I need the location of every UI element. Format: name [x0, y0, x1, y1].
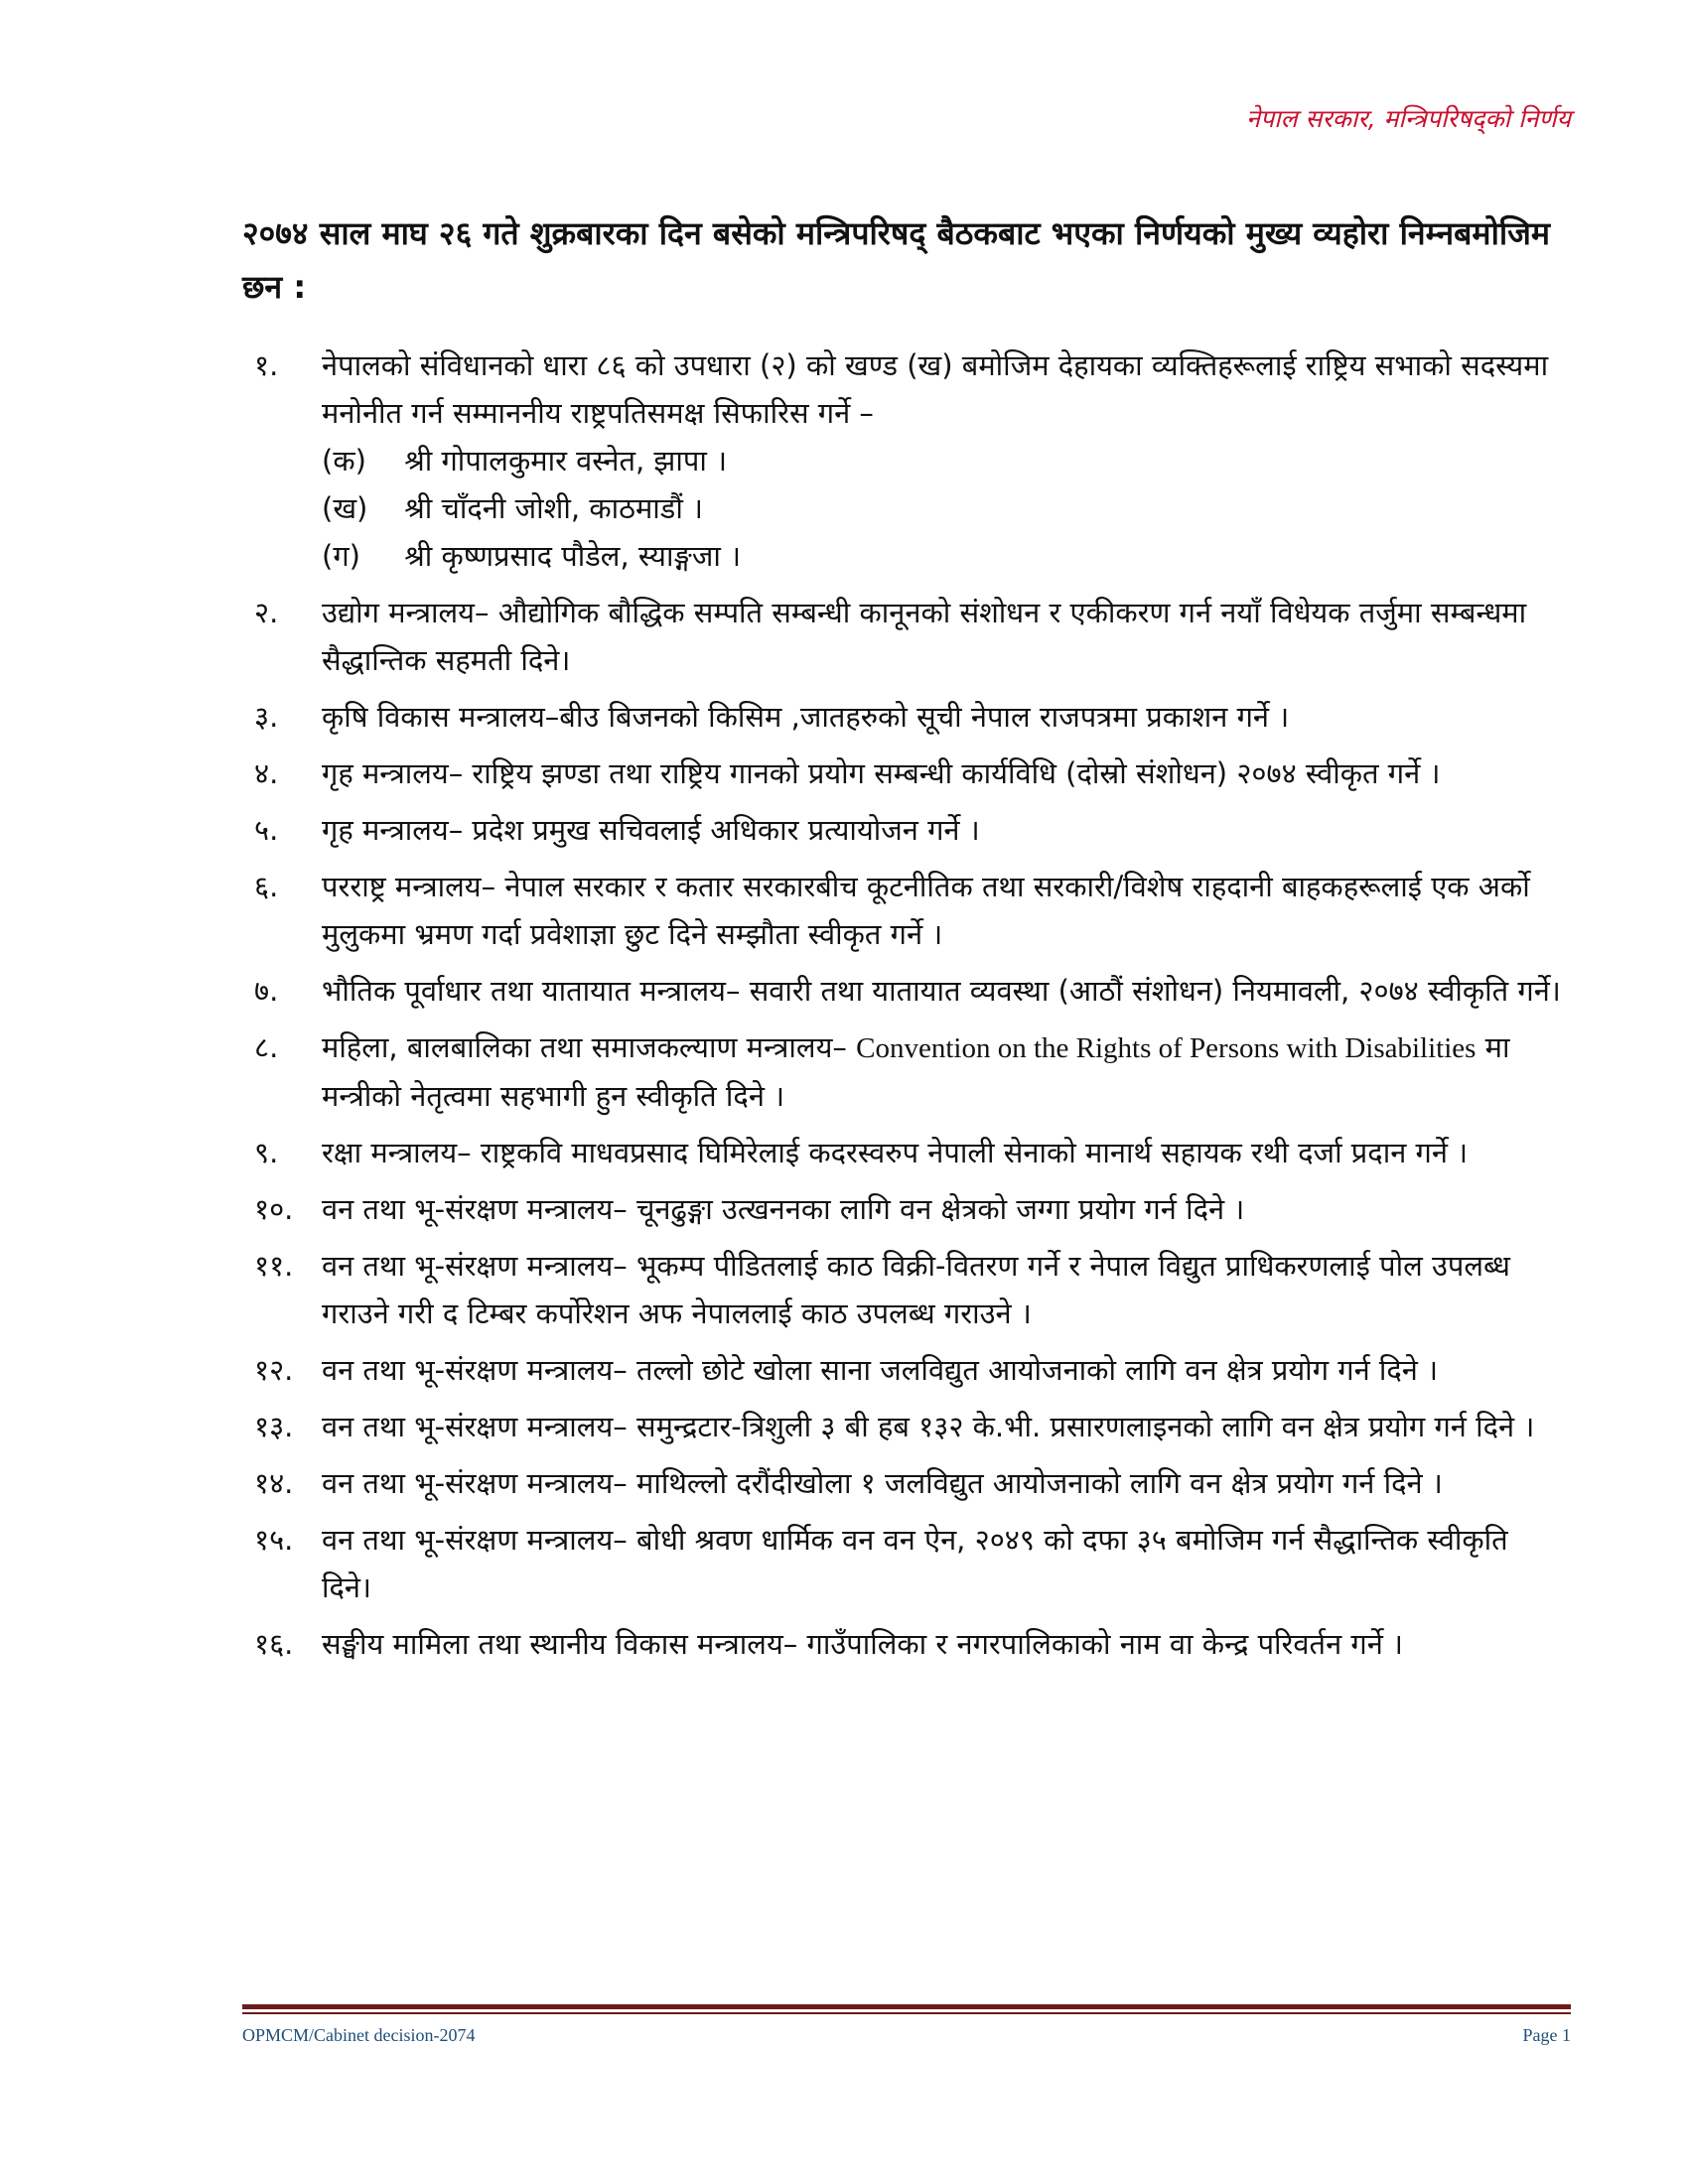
item-number: ९. [254, 1136, 279, 1169]
item-text: सङ्घीय मामिला तथा स्थानीय विकास मन्त्रालय– गाउँपालिका र नगरपालिकाको नाम वा केन्द्र परिवर्तन गर्ने । [322, 1627, 1404, 1661]
header-title: नेपाल सरकार, मन्त्रिपरिषद्को निर्णय [1246, 104, 1571, 133]
decision-item-12 [254, 1346, 1565, 1394]
item-number: १०. [254, 1192, 294, 1226]
decision-item-9 [254, 1129, 1565, 1176]
item-text: भौतिक पूर्वाधार तथा यातायात मन्त्रालय– सवारी तथा यातायात व्यवस्था (आठौं संशोधन) नियमावली, २०७४ स्वीकृति गर्ने। [322, 974, 1561, 1008]
item-number: ५. [254, 813, 279, 847]
decision-item-11 [254, 1242, 1565, 1337]
item-number: १३. [254, 1410, 294, 1443]
item-text: परराष्ट्र मन्त्रालय– नेपाल सरकार र कतार सरकारबीच कूटनीतिक तथा सरकारी/विशेष राहदानी बाहकहरूलाई एक अर्को मुलुकमा भ्रमण गर्दा प्रवेशाज्ञा छुट दिने सम्झौता स्वीकृत गर्ने । [322, 870, 1530, 951]
item-text: उद्योग मन्त्रालय– औद्योगिक बौद्धिक सम्पति सम्बन्धी कानूनको संशोधन र एकीकरण गर्न नयाँ विधेयक तर्जुमा सम्बन्धमा सैद्धान्तिक सहमती दिने। [322, 596, 1527, 677]
footer-rule [242, 2004, 1571, 2009]
item-text: वन तथा भू-संरक्षण मन्त्रालय– माथिल्लो दरौंदीखोला १ जलविद्युत आयोजनाको लागि वन क्षेत्र प्रयोग गर्न दिने । [322, 1466, 1443, 1500]
decision-item-13 [254, 1403, 1565, 1450]
item-number: ४. [254, 756, 279, 790]
decision-item-5 [254, 806, 1565, 854]
item-number: १२. [254, 1353, 294, 1387]
nominee-item [322, 532, 1565, 580]
decision-item-15 [254, 1516, 1565, 1611]
decision-item-6 [254, 863, 1565, 958]
decision-item-1 [254, 341, 1565, 580]
item-number: १. [254, 348, 279, 382]
footer-rule-thin [242, 2012, 1571, 2014]
decision-item-14 [254, 1459, 1565, 1507]
nominee-text: श्री गोपालकुमार वस्नेत, झापा । [404, 444, 728, 478]
decision-list [254, 341, 1565, 1677]
item-text: वन तथा भू-संरक्षण मन्त्रालय– तल्लो छोटे खोला साना जलविद्युत आयोजनाको लागि वन क्षेत्र प्रयोग गर्न दिने । [322, 1353, 1439, 1387]
intro-heading: २०७४ साल माघ २६ गते शुक्रबारका दिन बसेको मन्त्रिपरिषद् बैठकबाट भएका निर्णयको मुख्य व्यहोरा निम्नबमोजिम छन : [242, 214, 1551, 306]
decision-item-2 [254, 589, 1565, 684]
decision-item-10 [254, 1185, 1565, 1233]
item-number: ११. [254, 1249, 294, 1283]
item-text-action: मा मन्त्रीको नेतृत्वमा सहभागी हुन स्वीकृति दिने । [322, 1030, 1510, 1113]
item-number: ७. [254, 974, 279, 1008]
item-number: १४. [254, 1466, 294, 1500]
nominee-text: श्री कृष्णप्रसाद पौडेल, स्याङ्गजा । [404, 539, 742, 573]
decision-item-7 [254, 967, 1565, 1015]
convention-name: Convention on the Rights of Persons with Disabilities [856, 1032, 1477, 1064]
item-number: ८. [254, 1030, 279, 1064]
nominee-mark: (ग) [322, 539, 360, 573]
decision-item-8 [254, 1024, 1565, 1120]
item-text: कृषि विकास मन्त्रालय–बीउ बिजनको किसिम ,जातहरुको सूची नेपाल राजपत्रमा प्रकाशन गर्ने । [322, 700, 1290, 734]
item-number: ६. [254, 870, 279, 903]
nominee-text: श्री चाँदनी जोशी, काठमाडौं । [404, 491, 704, 525]
nominee-mark: (क) [322, 444, 366, 478]
item-text: रक्षा मन्त्रालय– राष्ट्रकवि माधवप्रसाद घिमिरेलाई कदरस्वरुप नेपाली सेनाको मानार्थ सहायक रथी दर्जा प्रदान गर्ने । [322, 1136, 1469, 1169]
item-text: गृह मन्त्रालय– प्रदेश प्रमुख सचिवलाई अधिकार प्रत्यायोजन गर्ने । [322, 813, 980, 847]
item-text: वन तथा भू-संरक्षण मन्त्रालय– चूनढुङ्गा उत्खननका लागि वन क्षेत्रको जग्गा प्रयोग गर्न दिने । [322, 1192, 1245, 1226]
item-number: ३. [254, 700, 279, 734]
item-text [322, 1024, 1565, 1120]
decision-item-16 [254, 1620, 1565, 1668]
item-text: वन तथा भू-संरक्षण मन्त्रालय– बोधी श्रवण धार्मिक वन वन ऐन, २०४९ को दफा ३५ बमोजिम गर्न सैद्धान्तिक स्वीकृति दिने। [322, 1523, 1508, 1604]
footer-page-number: Page 1 [1522, 2025, 1571, 2045]
item-text: नेपालको संविधानको धारा ८६ को उपधारा (२) को खण्ड (ख) बमोजिम देहायका व्यक्तिहरूलाई राष्ट्रिय सभाको सदस्यमा मनोनीत गर्न सम्माननीय राष्ट्रपतिसमक्ष सिफारिस गर्ने – [322, 348, 1549, 430]
item-text: वन तथा भू-संरक्षण मन्त्रालय– समुन्द्रटार-त्रिशुली ३ बी हब १३२ के.भी. प्रसारणलाइनको लागि वन क्षेत्र प्रयोग गर्न दिने । [322, 1410, 1535, 1443]
item-number: २. [254, 596, 279, 629]
nominee-mark: (ख) [322, 491, 368, 525]
decision-item-3 [254, 693, 1565, 741]
item-number: १६. [254, 1627, 294, 1661]
nominee-item [322, 437, 1565, 484]
item-text-ministry: महिला, बालबालिका तथा समाजकल्याण मन्त्रालय– [322, 1030, 847, 1064]
nominee-list [322, 437, 1565, 580]
nominee-item [322, 484, 1565, 532]
item-text: वन तथा भू-संरक्षण मन्त्रालय– भूकम्प पीडितलाई काठ विक्री-वितरण गर्ने र नेपाल विद्युत प्राधिकरणलाई पोल उपलब्ध गराउने गरी द टिम्बर कर्पोरेशन अफ नेपाललाई काठ उपलब्ध गराउने । [322, 1249, 1510, 1330]
footer-doc-id: OPMCM/Cabinet decision-2074 [242, 2025, 476, 2045]
decision-item-4 [254, 750, 1565, 797]
item-number: १५. [254, 1523, 294, 1557]
item-text: गृह मन्त्रालय– राष्ट्रिय झण्डा तथा राष्ट्रिय गानको प्रयोग सम्बन्धी कार्यविधि (दोस्रो संशोधन) २०७४ स्वीकृत गर्ने । [322, 756, 1441, 790]
